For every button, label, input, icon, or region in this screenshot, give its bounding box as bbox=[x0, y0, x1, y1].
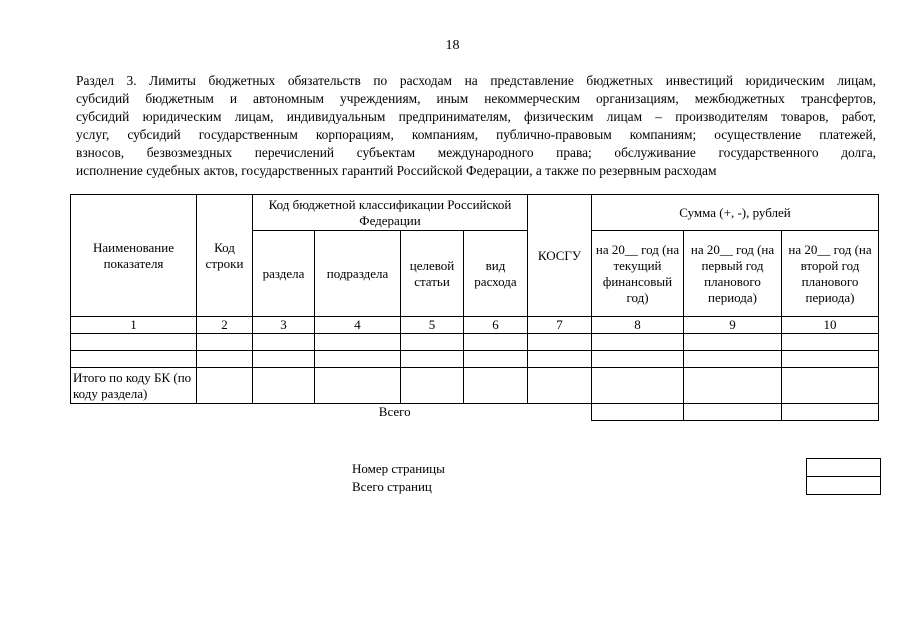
table-cell[interactable] bbox=[197, 368, 253, 404]
column-number: 5 bbox=[401, 317, 464, 334]
grand-total-row bbox=[71, 404, 879, 421]
table-cell[interactable] bbox=[592, 351, 684, 368]
header-row-code: Код строки bbox=[197, 195, 253, 317]
total-pages-label: Всего страниц bbox=[352, 479, 432, 494]
column-number: 9 bbox=[684, 317, 782, 334]
total-pages-box[interactable] bbox=[807, 477, 881, 495]
header-bk-group: Код бюджетной классификации Российской Федерации bbox=[253, 195, 528, 231]
table-cell[interactable] bbox=[684, 334, 782, 351]
table-cell[interactable] bbox=[71, 351, 197, 368]
table-cell[interactable] bbox=[464, 334, 528, 351]
header-celevoy: целевой статьи bbox=[401, 231, 464, 317]
header-name: Наименование показателя bbox=[71, 195, 197, 317]
table-cell[interactable] bbox=[197, 334, 253, 351]
total-by-bk-label: Итого по коду БК (по коду раздела) bbox=[71, 368, 197, 404]
footer-boxes bbox=[806, 458, 881, 495]
section-title-line: Раздел 3. Лимиты бюджетных обязательств по расходам на представление бюджетных инвестиций юридическим лицам, bbox=[76, 73, 876, 88]
table-cell[interactable] bbox=[315, 351, 401, 368]
column-numbers-row bbox=[71, 317, 879, 334]
table-cell[interactable] bbox=[401, 351, 464, 368]
section-title-line: взносов, безвозмездных перечислений субъектам международного права; обслуживание государственного долга, bbox=[76, 145, 876, 160]
table-cell[interactable] bbox=[315, 368, 401, 404]
table-cell[interactable] bbox=[464, 351, 528, 368]
table-cell[interactable] bbox=[464, 368, 528, 404]
limits-table bbox=[70, 194, 879, 421]
header-first-year: на 20__ год (на первый год планового периода) bbox=[684, 231, 782, 317]
section-title-line: субсидий юридическим лицам, индивидуальным предпринимателям, физическим лицам – производителям товаров, работ, bbox=[76, 109, 876, 124]
footer-labels bbox=[352, 460, 445, 496]
column-number: 8 bbox=[592, 317, 684, 334]
column-number: 1 bbox=[71, 317, 197, 334]
table-cell[interactable] bbox=[684, 404, 782, 421]
page-number: 18 bbox=[445, 38, 460, 53]
table-cell[interactable] bbox=[782, 334, 879, 351]
table-cell[interactable] bbox=[253, 368, 315, 404]
table-cell[interactable] bbox=[782, 368, 879, 404]
section-title bbox=[76, 72, 876, 180]
column-number: 3 bbox=[253, 317, 315, 334]
table-cell[interactable] bbox=[684, 368, 782, 404]
header-vid: вид расхода bbox=[464, 231, 528, 317]
table-cell[interactable] bbox=[401, 368, 464, 404]
table-cell[interactable] bbox=[592, 334, 684, 351]
table-cell[interactable] bbox=[528, 351, 592, 368]
table-cell[interactable] bbox=[253, 351, 315, 368]
header-sum-group: Сумма (+, -), рублей bbox=[592, 195, 879, 231]
column-number: 2 bbox=[197, 317, 253, 334]
table-cell[interactable] bbox=[401, 334, 464, 351]
section-title-line: исполнение судебных актов, государственных гарантий Российской Федерации, а также по резервным расходам bbox=[76, 163, 717, 178]
table-cell[interactable] bbox=[528, 368, 592, 404]
table-cell[interactable] bbox=[782, 404, 879, 421]
section-title-line: услуг, субсидий государственным корпорациям, компаниям, публично-правовым компаниям; осуществление платежей, bbox=[76, 127, 876, 142]
table-cell[interactable] bbox=[71, 334, 197, 351]
table-cell[interactable] bbox=[684, 351, 782, 368]
table-cell[interactable] bbox=[528, 334, 592, 351]
page-number-box[interactable] bbox=[807, 459, 881, 477]
total-by-bk-row bbox=[71, 368, 879, 404]
table-cell[interactable] bbox=[592, 404, 684, 421]
header-kosgu: КОСГУ bbox=[528, 195, 592, 317]
column-number: 6 bbox=[464, 317, 528, 334]
table-row bbox=[71, 351, 879, 368]
table-cell[interactable] bbox=[197, 351, 253, 368]
column-number: 4 bbox=[315, 317, 401, 334]
table-cell[interactable] bbox=[782, 351, 879, 368]
table-cell[interactable] bbox=[592, 368, 684, 404]
table-cell[interactable] bbox=[253, 334, 315, 351]
header-current-year: на 20__ год (на текущий финансовый год) bbox=[592, 231, 684, 317]
table-row bbox=[71, 334, 879, 351]
column-number: 7 bbox=[528, 317, 592, 334]
section-title-line: субсидий бюджетным и автономным учреждениям, иным некоммерческим организациям, межбюджетных трансфертов, bbox=[76, 91, 876, 106]
header-razdel: раздела bbox=[253, 231, 315, 317]
column-number: 10 bbox=[782, 317, 879, 334]
grand-total-label: Всего bbox=[378, 404, 411, 420]
header-podrazdel: подраздела bbox=[315, 231, 401, 317]
page-number-label: Номер страницы bbox=[352, 461, 445, 476]
header-second-year: на 20__ год (на второй год планового периода) bbox=[782, 231, 879, 317]
table-cell[interactable] bbox=[315, 334, 401, 351]
